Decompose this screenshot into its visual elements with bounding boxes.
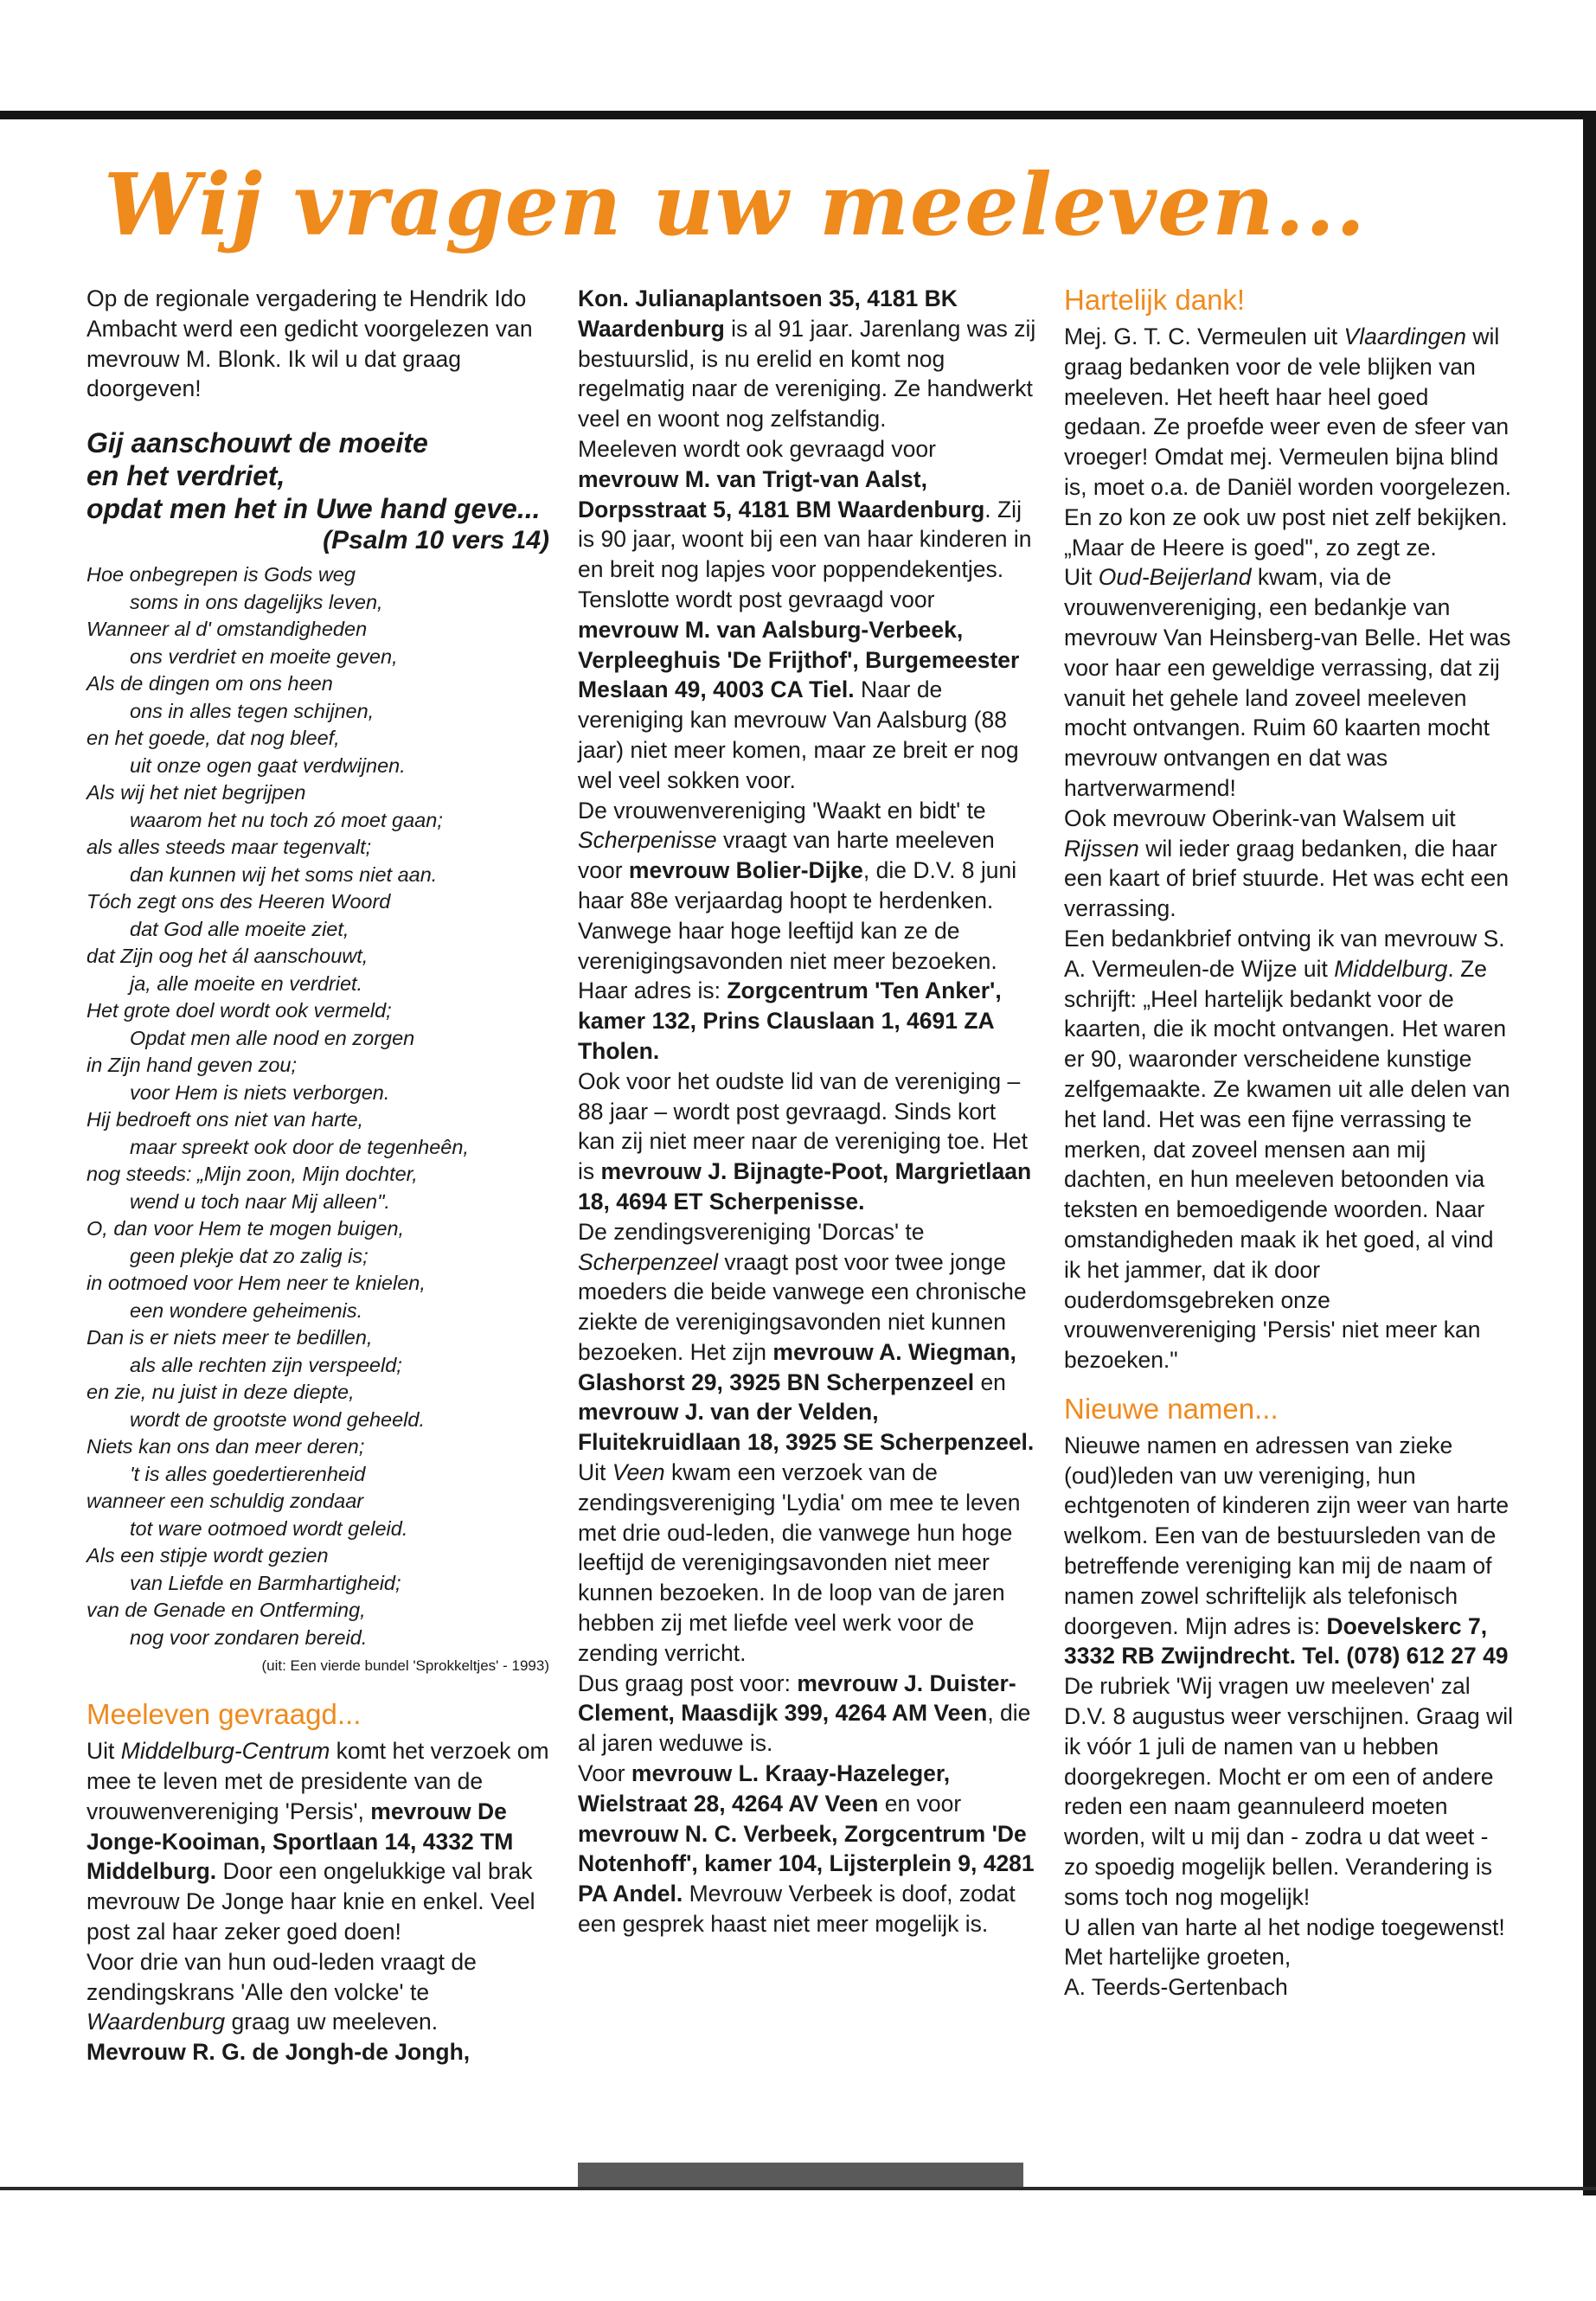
poem-line: wordt de grootste wond geheeld. (130, 1407, 425, 1431)
section-heading-meeleven: Meeleven gevraagd... (87, 1698, 362, 1731)
paragraph-middelburg: Uit Middelburg-Centrum komt het verzoek om mee te leven met de presidente van de vrouwenvereniging 'Persis', mevrouw De Jonge-Kooiman, Sportlaan 14, 4332 TM Middelburg. Door een ongelukkige val brak mevrouw De Jonge haar knie en enkel. Veel post zal haar zeker goed doen! (87, 1738, 549, 1945)
poem-line: ons verdriet en moeite geven, (130, 644, 398, 668)
address: mevrouw J. Bijnagte-Poot, Margrietlaan 18, 4694 ET Scherpenisse. (578, 1158, 1032, 1215)
paragraph-bolier-dijke: De vrouwenvereniging 'Waakt en bidt' te Scherpenisse vraagt van harte meeleven voor mevrouw Bolier-Dijke, die D.V. 8 juni haar 88e verjaardag hoopt te herdenken. Vanwege haar hoge leeftijd kan ze de verenigingsavonden niet meer bezoeken. Haar adres is: Zorgcentrum 'Ten Anker', kamer 132, Prins Clauslaan 1, 4691 ZA Tholen. (578, 797, 1017, 1064)
poem-line: Tóch zegt ons des Heeren Woord (87, 890, 391, 913)
poem-line: Dan is er niets meer te bedillen, (87, 1326, 373, 1349)
paragraph-oud-beijerland: Uit Oud-Beijerland kwam, via de vrouwenvereniging, een bedankje van mevrouw Van Heinsberg-van Belle. Het was voor haar een geweldige verrassing, dat zij vanuit het gehele land zoveel meeleven mocht ontvangen. Ruim 60 kaarten mocht mevrouw ontvangen en dat was hartverwarmend! (1064, 564, 1511, 801)
poem-line: van de Genade en Ontferming, (87, 1599, 366, 1622)
paragraph-vermeulen: Mej. G. T. C. Vermeulen uit Vlaardingen wil graag bedanken voor de vele blijken van meeleven. Het heeft haar heel goed gedaan. Ze proefde weer even de sfeer van vroeger! Omdat mej. Vermeulen bijna blind is, moet o.a. de Daniël worden voorgelezen. En zo kon ze ook uw post niet zelf bekijken. „Maar de Heere is goed", zo zegt ze. (1064, 324, 1512, 561)
poem-line: dat Zijn oog het ál aanschouwt, (87, 945, 369, 968)
poem-line: in ootmoed voor Hem neer te knielen, (87, 1272, 426, 1295)
place-name: Middelburg-Centrum (120, 1738, 330, 1765)
address: mevrouw M. van Trigt-van Aalst, Dorpsstraat 5, 4181 BM Waardenburg (578, 465, 985, 522)
poem-line: Opdat men alle nood en zorgen (130, 1026, 415, 1049)
poem-reference: (Psalm 10 vers 14) (323, 526, 549, 555)
intro-paragraph: Op de regionale vergadering te Hendrik Ido Ambacht werd een gedicht voorgelezen van mevrouw M. Blonk. Ik wil u dat graag doorgeven! (87, 285, 533, 402)
poem-line: Als wij het niet begrijpen (87, 781, 306, 804)
column-middle (578, 284, 1036, 1939)
place-name: Veen (612, 1459, 665, 1486)
poem-line: Als de dingen om ons heen (87, 672, 333, 695)
right-edge-bar (1583, 111, 1596, 2195)
paragraph-julianaplantsoen: Kon. Julianaplantsoen 35, 4181 BK Waardenburg is al 91 jaar. Jarenlang was zij bestuurslid, is nu erelid en komt nog regelmatig naar de vereniging. Ze handwerkt veel en woont nog zelfstandig. (578, 285, 1036, 433)
poem-line: en zie, nu juist in deze diepte, (87, 1381, 355, 1404)
place-name: Oud-Beijerland (1098, 564, 1252, 591)
paragraph-kraay: Voor mevrouw L. Kraay-Hazeleger, Wielstraat 28, 4264 AV Veen en voor mevrouw N. C. Verbeek, Zorgcentrum 'De Notenhoff', kamer 104, Lijsterplein 9, 4281 PA Andel. Mevrouw Verbeek is doof, zodat een gesprek haast niet meer mogelijk is. (578, 1760, 1035, 1938)
signature: A. Teerds-Gertenbach (1064, 1974, 1288, 2001)
poem-line: nog voor zondaren bereid. (130, 1625, 368, 1649)
place-name: Scherpenzeel (578, 1248, 719, 1275)
bottom-rule (0, 2187, 1596, 2190)
address: mevrouw L. Kraay-Hazeleger, Wielstraat 28, 4264 AV Veen (578, 1760, 951, 1817)
address: mevrouw J. van der Velden, Fluitekruidlaan 18, 3925 SE Scherpenzeel. (578, 1399, 1035, 1456)
section-heading-dank: Hartelijk dank! (1064, 284, 1246, 316)
poem-line: geen plekje dat zo zalig is; (130, 1244, 369, 1267)
poem-line: Wanneer al d' omstandigheden (87, 618, 368, 641)
poem-line: ja, alle moeite en verdriet. (130, 971, 363, 995)
column-left (87, 284, 549, 2067)
paragraph-nieuwe-namen: Nieuwe namen en adressen van zieke (oud)leden van uw vereniging, hun echtgenoten of kinderen zijn weer van harte welkom. Een van de bestuursleden van de betreffende vereniging kan mij de naam of namen zowel schriftelijk als telefonisch doorgeven. Mijn adres is: Doevelskerc 7, 3332 RB Zwijndrecht. Tel. (078) 612 27 49 (1064, 1432, 1509, 1670)
poem-line: en het goede, dat nog bleef, (87, 727, 340, 750)
poem-line: voor Hem is niets verborgen. (130, 1080, 390, 1104)
poem-title-line-2: en het verdriet, (87, 460, 285, 492)
address: mevrouw M. van Aalsburg-Verbeek, Verpleeghuis 'De Frijthof', Burgemeester Meslaan 49, 4003 CA Tiel. (578, 616, 1020, 703)
top-rule (0, 111, 1596, 119)
poem (87, 561, 549, 1651)
page-title: Wij vragen uw meeleven... (104, 156, 1367, 255)
address: Zorgcentrum 'Ten Anker', kamer 132, Prins Clauslaan 1, 4691 ZA Tholen. (578, 977, 1002, 1064)
place-name: Middelburg (1334, 955, 1448, 982)
poem-line: soms in ons dagelijks leven, (130, 590, 383, 613)
address: Doevelskerc 7, 3332 RB Zwijndrecht. Tel. (078) 612 27 49 (1064, 1612, 1509, 1670)
poem-line: ons in alles tegen schijnen, (130, 699, 375, 722)
poem-line: waarom het nu toch zó moet gaan; (130, 808, 443, 831)
poem-line: in Zijn hand geven zou; (87, 1054, 297, 1077)
place-name: Scherpenisse (578, 827, 717, 854)
poem-title-line-1: Gij aanschouwt de moeite (87, 427, 428, 459)
address: mevrouw De Jonge-Kooiman, Sportlaan 14, 4332 TM Middelburg. (87, 1798, 514, 1885)
poem-line: wend u toch naar Mij alleen". (130, 1189, 390, 1213)
poem-line: uit onze ogen gaat verdwijnen. (130, 753, 406, 777)
paragraph-veen: Uit Veen kwam een verzoek van de zendingsvereniging 'Lydia' om mee te leven met drie oud-leden, die vanwege hun hoge leeftijd de verenigingsavonden niet meer kunnen bezoeken. In de loop van de jaren hebben zij met liefde veel werk voor de zending verricht. (578, 1459, 1021, 1666)
poem-line: Het grote doel wordt ook vermeld; (87, 999, 392, 1022)
paragraph-duister: Dus graag post voor: mevrouw J. Duister-Clement, Maasdijk 399, 4264 AM Veen, die al jaren weduwe is. (578, 1670, 1031, 1757)
poem-line: als alle rechten zijn verspeeld; (130, 1353, 402, 1376)
poem-line: wanneer een schuldig zondaar (87, 1490, 364, 1513)
poem-title-line-3: opdat men het in Uwe hand geve... (87, 493, 541, 525)
paragraph-oudste-lid: Ook voor het oudste lid van de vereniging – 88 jaar – wordt post gevraagd. Sinds kort kan zij niet meer naar de vereniging toe. Het is mevrouw J. Bijnagte-Poot, Margrietlaan 18, 4694 ET Scherpenisse. (578, 1067, 1032, 1215)
paragraph-van-trigt: Meeleven wordt ook gevraagd voor mevrouw M. van Trigt-van Aalst, Dorpsstraat 5, 4181 BM Waardenburg. Zij is 90 jaar, woont bij een van haar kinderen in en breit nog lapjes voor poppendekentjes. (578, 435, 1032, 583)
poem-line: van Liefde en Barmhartigheid; (130, 1571, 401, 1594)
paragraph-groeten: U allen van harte al het nodige toegewenst! Met hartelijke groeten, (1064, 1913, 1505, 1971)
poem-source: (uit: Een vierde bundel 'Sprokkeltjes' - 1993) (261, 1657, 549, 1675)
address: mevrouw J. Duister-Clement, Maasdijk 399, 4264 AM Veen (578, 1670, 1016, 1727)
footer-gray-block (578, 2163, 1023, 2187)
address: mevrouw N. C. Verbeek, Zorgcentrum 'De Notenhoff', kamer 104, Lijsterplein 9, 4281 PA Andel. (578, 1820, 1035, 1907)
name: mevrouw Bolier-Dijke (628, 857, 863, 884)
poem-line: Niets kan ons dan meer deren; (87, 1435, 365, 1458)
section-heading-namen: Nieuwe namen... (1064, 1392, 1279, 1425)
poem-line: Hij bedroeft ons niet van harte, (87, 1108, 364, 1131)
poem-line: maar spreekt ook door de tegenheên, (130, 1135, 469, 1158)
place-name: Rijssen (1064, 835, 1139, 862)
poem-line: O, dan voor Hem te mogen buigen, (87, 1217, 405, 1240)
paragraph-rubriek: De rubriek 'Wij vragen uw meeleven' zal D.V. 8 augustus weer verschijnen. Graag wil ik vóór 1 juli de namen van u hebben doorgekregen. Mocht er om een of andere reden een naam geannuleerd moeten worden, wilt u mij dan - zodra u dat weet - zo spoedig mogelijk bellen. Verandering is soms toch nog mogelijk! (1064, 1673, 1513, 1910)
column-right (1064, 284, 1514, 2003)
paragraph-dorcas: De zendingsvereniging 'Dorcas' te Scherpenzeel vraagt post voor twee jonge moeders die beide vanwege een chronische ziekte de verenigingsavonden niet kunnen bezoeken. Het zijn mevrouw A. Wiegman, Glashorst 29, 3925 BN Scherpenzeel en mevrouw J. van der Velden, Fluitekruidlaan 18, 3925 SE Scherpenzeel. (578, 1218, 1035, 1456)
poem-line: nog steeds: „Mijn zoon, Mijn dochter, (87, 1163, 418, 1186)
poem-line: dat God alle moeite ziet, (130, 917, 349, 940)
paragraph-vermeulen-de-wijze: Een bedankbrief ontving ik van mevrouw S. A. Vermeulen-de Wijze uit Middelburg. Ze schrijft: „Heel hartelijk bedankt voor de kaarten, die ik mocht ontvangen. Het waren er 90, waaronder verscheidene kunstige zelfgemaakte. Ze kwamen uit alle delen van het land. Het was een fijne verrassing te merken, dat zoveel mensen aan mij dachten, en hun meeleven betoonden via teksten en bemoedigende woorden. Naar omstandigheden maak ik het goed, al vind ik het jammer, dat ik door ouderdomsgebreken onze vrouwenvereniging 'Persis' niet meer kan bezoeken." (1064, 925, 1510, 1374)
place-name: Waardenburg (87, 2009, 226, 2035)
poem-line: Als een stipje wordt gezien (87, 1544, 329, 1567)
poem-line: Hoe onbegrepen is Gods weg (87, 563, 356, 586)
place-name: Vlaardingen (1343, 324, 1466, 349)
poem-line: 't is alles goedertierenheid (130, 1462, 366, 1485)
address: Kon. Julianaplantsoen 35, 4181 BK Waardenburg (578, 285, 958, 342)
poem-line: een wondere geheimenis. (130, 1298, 363, 1322)
paragraph-van-aalsburg: Tenslotte wordt post gevraagd voor mevrouw M. van Aalsburg-Verbeek, Verpleeghuis 'De Frijthof', Burgemeester Meslaan 49, 4003 CA Tiel. Naar de vereniging kan mevrouw Van Aalsburg (88 jaar) niet meer komen, maar ze breit er nog wel veel sokken voor. (578, 586, 1020, 793)
poem-line: tot ware ootmoed wordt geleid. (130, 1516, 408, 1540)
address: mevrouw A. Wiegman, Glashorst 29, 3925 BN Scherpenzeel (578, 1338, 1016, 1395)
paragraph-waardenburg: Voor drie van hun oud-leden vraagt de zendingskrans 'Alle den volcke' te Waardenburg graag uw meeleven. Mevrouw R. G. de Jongh-de Jongh, (87, 1948, 477, 2066)
poem-line: als alles steeds maar tegenvalt; (87, 836, 372, 859)
address: Mevrouw R. G. de Jongh-de Jongh, (87, 2039, 471, 2066)
paragraph-oberink: Ook mevrouw Oberink-van Walsem uit Rijssen wil ieder graag bedanken, die haar een kaart of brief stuurde. Het was echt een verrassing. (1064, 804, 1509, 922)
poem-line: dan kunnen wij het soms niet aan. (130, 862, 438, 886)
